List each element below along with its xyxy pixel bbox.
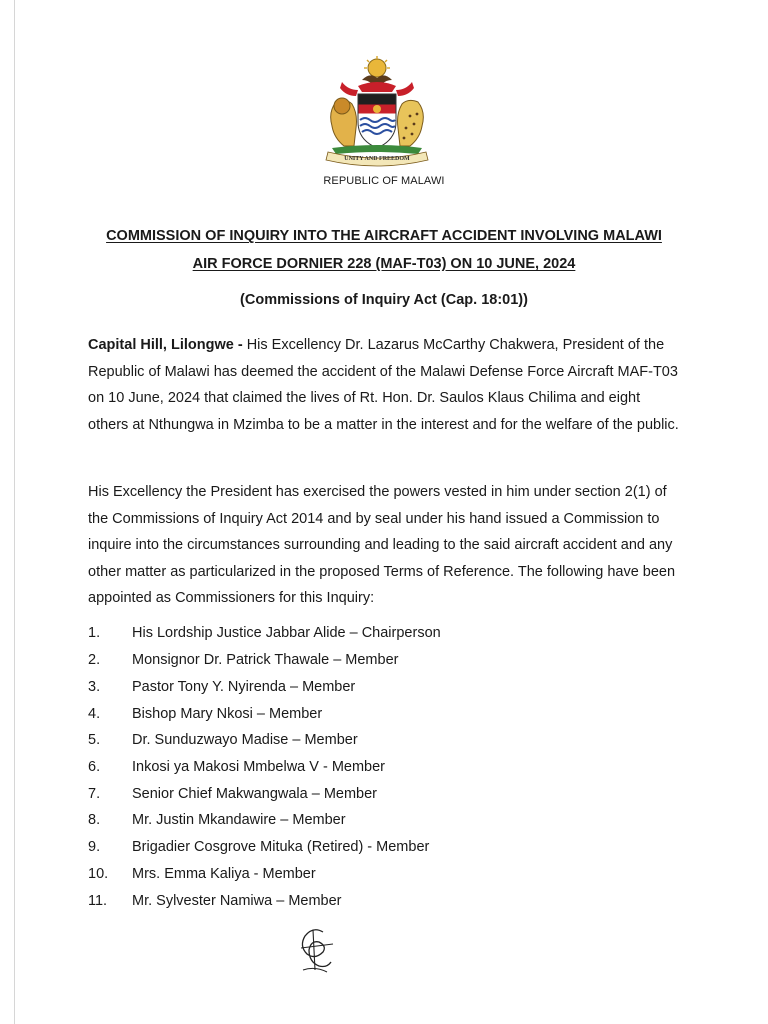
list-item-number: 1. <box>88 625 101 641</box>
coat-of-arms-emblem <box>318 56 436 168</box>
list-item-number: 4. <box>88 706 101 722</box>
country-label: REPUBLIC OF MALAWI <box>323 175 445 187</box>
list-item-number: 10. <box>88 866 109 882</box>
list-item-text: Brigadier Cosgrove Mituka (Retired) - Member <box>132 839 430 855</box>
list-item <box>88 839 688 859</box>
list-item-text: Mr. Sylvester Namiwa – Member <box>132 893 342 909</box>
list-item-number: 11. <box>88 893 108 909</box>
list-item <box>88 732 688 752</box>
list-item <box>88 812 688 832</box>
list-item-text: His Lordship Justice Jabbar Alide – Chairperson <box>132 625 441 641</box>
list-item-number: 6. <box>88 759 101 775</box>
list-item <box>88 625 688 645</box>
list-item-number: 2. <box>88 652 101 668</box>
list-item-text: Senior Chief Makwangwala – Member <box>132 786 377 802</box>
list-item <box>88 759 688 779</box>
paragraph-commission: His Excellency the President has exercised the powers vested in him under section 2(1) of the Commissions of Inquiry Act 2014 and by seal under his hand issued a Commission to inquire into the circumstances surrounding and leading to the said aircraft accident and any other matter as particularized in the proposed Terms of Reference. The following have been appointed as Commissioners for this Inquiry: <box>88 484 676 607</box>
signature-mark <box>293 922 339 974</box>
list-item-number: 3. <box>88 679 101 695</box>
paragraph-announcement-body: His Excellency Dr. Lazarus McCarthy Chakwera, President of the Republic of Malawi has deemed the accident of the Malawi Defense Force Aircraft MAF-T03 on 10 June, 2024 that claimed the lives of Rt. Hon. Dr. Saulos Klaus Chilima and eight others at Nthungwa in Mzimba to be a matter in the interest and for the welfare of the public. <box>88 337 679 433</box>
list-item-number: 9. <box>88 839 101 855</box>
list-item-text: Monsignor Dr. Patrick Thawale – Member <box>132 652 399 668</box>
act-reference: (Commissions of Inquiry Act (Cap. 18:01)) <box>240 292 528 308</box>
list-item <box>88 706 688 726</box>
list-item-text: Mrs. Emma Kaliya - Member <box>132 866 316 882</box>
list-item <box>88 866 688 886</box>
list-item <box>88 679 688 699</box>
list-item-text: Inkosi ya Makosi Mmbelwa V - Member <box>132 759 386 775</box>
list-item-number: 5. <box>88 732 101 748</box>
list-item <box>88 893 688 913</box>
list-item-number: 7. <box>88 786 101 802</box>
list-item-text: Pastor Tony Y. Nyirenda – Member <box>132 679 356 695</box>
list-item-text: Mr. Justin Mkandawire – Member <box>132 812 346 828</box>
list-item-text: Bishop Mary Nkosi – Member <box>132 706 323 722</box>
list-item <box>88 652 688 672</box>
list-item-number: 8. <box>88 812 101 828</box>
list-item-text: Dr. Sunduzwayo Madise – Member <box>132 732 358 748</box>
list-item <box>88 786 688 806</box>
emblem-motto: UNITY AND FREEDOM <box>344 156 410 162</box>
document-title-line-1: COMMISSION OF INQUIRY INTO THE AIRCRAFT ACCIDENT INVOLVING MALAWI <box>106 228 662 244</box>
paragraph-announcement <box>88 332 680 438</box>
document-title-line-2: AIR FORCE DORNIER 228 (MAF-T03) ON 10 JUNE, 2024 <box>192 256 576 272</box>
dateline: Capital Hill, Lilongwe - <box>88 337 243 353</box>
page-edge-line <box>14 0 15 1024</box>
